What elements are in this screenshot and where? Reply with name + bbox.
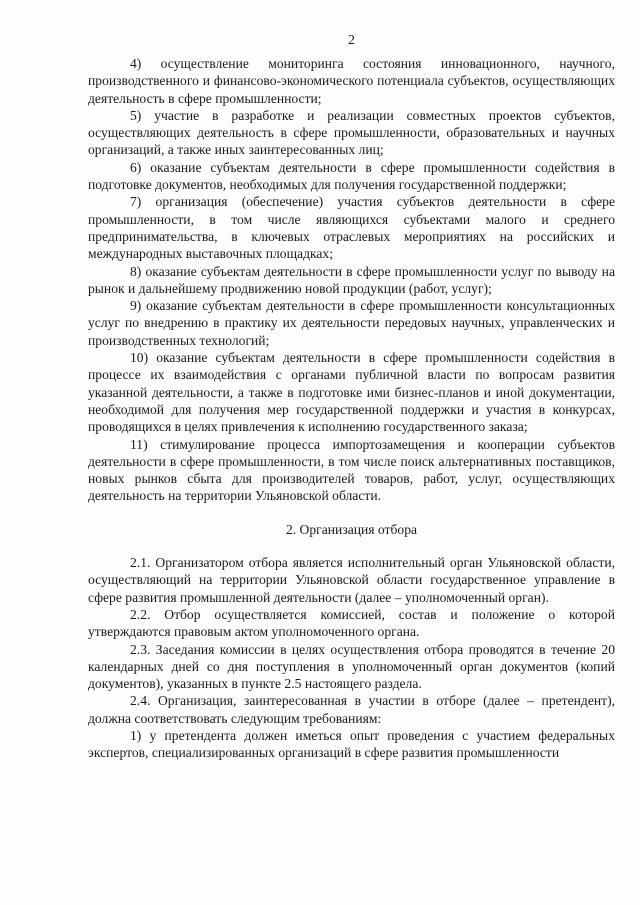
list-item: 8) оказание субъектам деятельности в сфере промышленности услуг по выводу на рынок и дальнейшему продвижению новой продукции (работ, услуг); — [88, 263, 615, 296]
list-item: 7) организация (обеспечение) участия субъектов деятельности в сфере промышленности, в том числе являющихся субъектами малого и среднего предпринимательства, в ключевых отраслевых мероприятиях на российских и международных выставочных площадках; — [88, 194, 615, 262]
list-item: 10) оказание субъектам деятельности в сфере промышленности содействия в процессе их взаимодействия с органами публичной власти по вопросам развития указанной деятельности, а также в подготовке ими бизнес-планов и иной документации, необходимой для получения мер государственной поддержки и участия в конкурсах, проводящихся в целях привлечения к исполнению государственного заказа; — [88, 350, 615, 435]
page-number: 2 — [348, 33, 355, 48]
section-paragraph: 2.3. Заседания комиссии в целях осуществления отбора проводятся в течение 20 календарных дней со дня поступления в уполномоченный орган документов (копий документов), указанных в пункте 2.5 настоящего раздела. — [88, 641, 615, 692]
section-paragraph: 2.4. Организация, заинтересованная в участии в отборе (далее – претендент), должна соответствовать следующим требованиям: — [88, 693, 615, 726]
list-item: 4) осуществление мониторинга состояния инновационного, научного, производственного и финансово-экономического потенциала субъектов, осуществляющих деятельность в сфере промышленности; — [88, 56, 615, 106]
list-items — [88, 55, 615, 505]
list-item: 5) участие в разработке и реализации совместных проектов субъектов, осуществляющих деятельность в сфере промышленности, образовательных и научных организаций, а также иных заинтересованных лиц; — [88, 107, 615, 158]
list-item: 11) стимулирование процесса импортозамещения и кооперации субъектов деятельности в сфере промышленности, в том числе поиск альтернативных поставщиков, новых рынков сбыта для производителей товаров, работ, услуг, осуществляющих деятельность на территории Ульяновской области. — [88, 436, 615, 504]
list-item: 9) оказание субъектам деятельности в сфере промышленности консультационных услуг по внедрению в практику их деятельности передовых научных, управленческих и производственных технологий; — [88, 298, 615, 348]
section-paragraph: 1) у претендента должен иметься опыт проведения с участием федеральных экспертов, специализированных организаций в сфере развития промышленности — [88, 727, 615, 761]
list-item: 6) оказание субъектам деятельности в сфере промышленности содействия в подготовке документов, необходимых для получения государственной поддержки; — [88, 159, 615, 193]
section-paragraph: 2.2. Отбор осуществляется комиссией, состав и положение о которой утверждаются правовым актом уполномоченного органа. — [88, 606, 615, 640]
section-paragraph: 2.1. Организатором отбора является исполнительный орган Ульяновской области, осуществляющий на территории Ульяновской области государственное управление в сфере развития промышленной деятельности (далее – уполномоченный орган). — [88, 555, 615, 605]
section-body — [88, 554, 615, 762]
section-title: 2. Организация отбора — [285, 521, 418, 537]
